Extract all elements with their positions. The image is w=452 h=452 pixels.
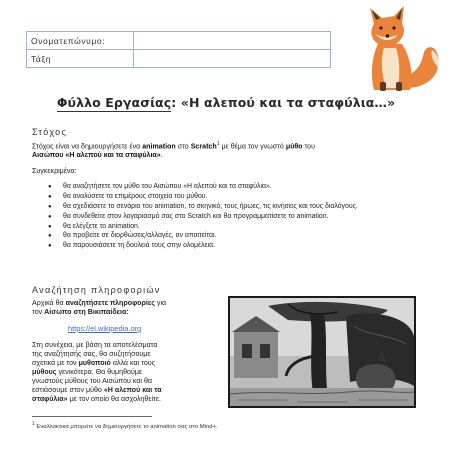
goal-scratch: Scratch [190, 142, 217, 151]
search-heading: Αναζήτηση πληροφοριών [32, 285, 161, 295]
search-text: Αρχικά θα [32, 299, 66, 307]
list-item: ● θα αναζητήσετε τον μύθο του Αισώπου «Η αλεπού και τα σταφύλια». [48, 183, 420, 192]
fox-illustration [348, 4, 444, 96]
name-field[interactable] [134, 32, 331, 50]
search-fable-title: σταφύλια» [32, 395, 68, 403]
goal-paragraph [32, 140, 422, 160]
title-underlined: Φύλλο Εργασίας [56, 95, 172, 110]
goal-steps-list [48, 183, 420, 252]
goal-aesop-fable: Αισώπου «Η αλεπού και τα σταφύλια» [32, 151, 161, 160]
goal-text: του [302, 142, 315, 151]
search-text: γενικότερα. Θα θυμηθούμε [56, 368, 143, 376]
footnote-divider [32, 416, 152, 417]
list-item: ● θα συνδεθείτε στον λογαριασμό σας στο Scratch και θα προγραμματίσετε το animation. [48, 213, 420, 222]
goal-heading: Στόχος [32, 127, 68, 137]
list-item: ● θα προβείτε σε διορθώσεις/αλλαγές, αν απαιτείται. [48, 232, 420, 241]
goal-text: με θέμα τον γνωστό [219, 142, 286, 151]
specifically-label: Συγκεκριμένα: [32, 167, 77, 175]
search-discussion-paragraph [32, 341, 216, 404]
list-item: ● θα αναλύσετε τα επιμέρους στοιχεία του μύθου. [48, 193, 420, 202]
search-text: Στη συνέχεια, με βάση τα αποτελέσματα [32, 341, 158, 349]
class-label: Τάξη [27, 50, 134, 68]
list-item: ● θα σχεδιάσετε το σενάριο του animation, το σκηνικό, τους ήρωες, τις κινήσεις και τους διαλόγους. [48, 203, 420, 212]
search-text: τον [32, 308, 45, 316]
goal-text: . [160, 151, 163, 160]
search-fable-title: «Η αλεπού και τα [103, 386, 162, 394]
worksheet-title [0, 95, 452, 110]
fable-engraving-image [228, 296, 416, 408]
class-field[interactable] [134, 50, 331, 68]
list-item: ● θα παρουσιάσετε τη δουλειά τους στην ολομέλεια. [48, 242, 420, 251]
search-text: σχετικά με τον [32, 359, 79, 367]
footnote-ref: 1 [216, 141, 220, 147]
wikipedia-link[interactable]: https://el.wikipedia.org [68, 324, 142, 333]
goal-myth: μύθο [285, 142, 303, 151]
search-text: για [154, 299, 167, 307]
goal-text: Στόχος είναι να δημιουργήσετε ένα [32, 142, 143, 151]
goal-text: στο [175, 142, 191, 151]
name-label: Ονοματεπώνυμο: [27, 32, 134, 50]
search-text: αλλά και τους [110, 359, 156, 367]
footnote-text: Εναλλακτικά μπορείτε να δημιουργήσετε το animation σας στο Mind+. [34, 423, 218, 430]
student-info-table [26, 31, 331, 68]
goal-animation: animation [142, 142, 176, 151]
list-item: ● θα ελέγξετε το animation. [48, 223, 420, 232]
search-aesop-wiki: Αίσωπο στη Βικιπαίδεια: [44, 308, 129, 316]
search-info-bold: αναζητήσετε πληροφορίες [65, 299, 155, 307]
footnote [32, 421, 218, 430]
search-mythmaker: μυθοποιό [78, 359, 111, 367]
footnote-number: 1 [32, 421, 35, 427]
search-text: γνωστούς μύθους του Αισώπου και θα [32, 377, 153, 385]
search-text: εστιάσουμε στον μύθο [32, 386, 104, 394]
search-text: της αναζήτησής σας, θα συζητήσουμε [32, 350, 151, 358]
search-myths: μύθους [32, 368, 57, 376]
title-rest: : «Η αλεπού και τα σταφύλια…» [171, 95, 396, 110]
search-text: με τον οποίο θα ασχοληθείτε. [67, 395, 161, 403]
search-intro [32, 299, 216, 317]
